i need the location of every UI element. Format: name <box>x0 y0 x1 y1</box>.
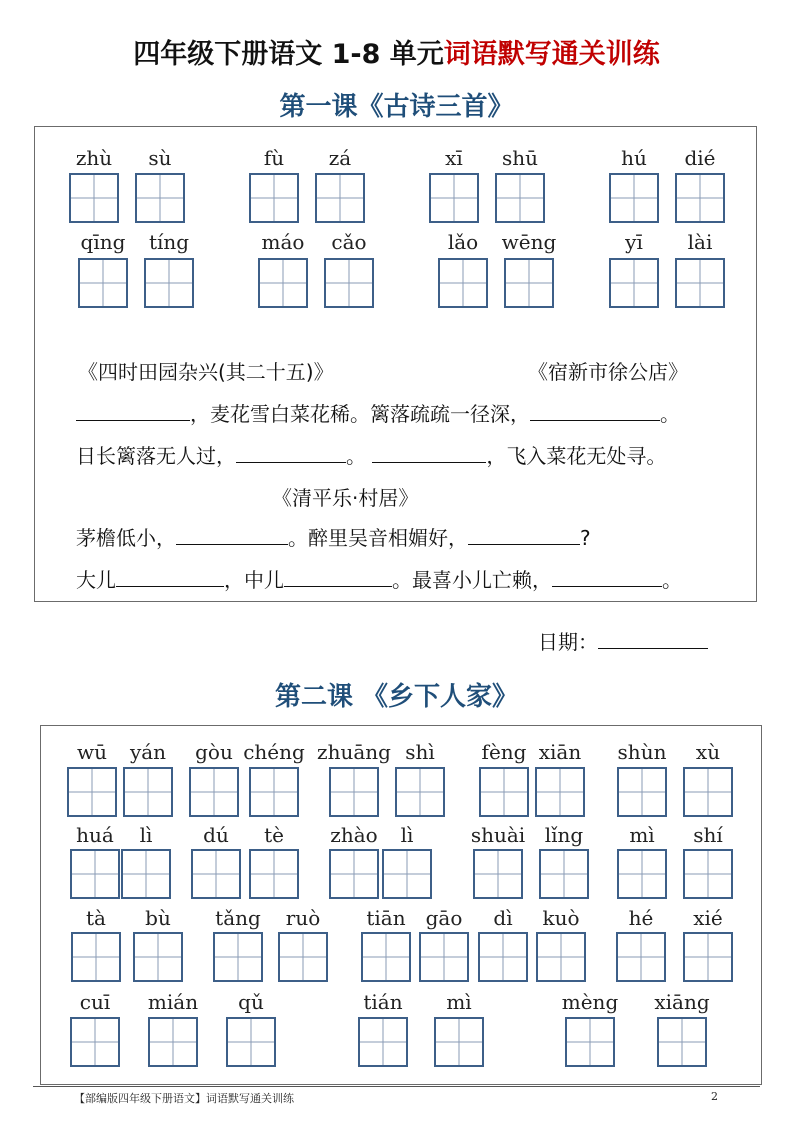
tianzige-writing-box[interactable] <box>324 258 374 308</box>
title-black: 四年级下册语文 1-8 单元 <box>133 39 444 70</box>
pinyin-label: tián <box>363 990 403 1014</box>
line-text: ，麦花雪白菜花稀。篱落疏疏一径深， <box>190 402 530 426</box>
tianzige-writing-box[interactable] <box>683 767 733 817</box>
line-text: 日长篱落无人过， <box>76 444 236 468</box>
poem-line-2 <box>76 440 666 469</box>
pinyin-label: dì <box>493 906 513 930</box>
pinyin-label: mián <box>147 990 199 1014</box>
tianzige-writing-box[interactable] <box>213 932 263 982</box>
tianzige-writing-box[interactable] <box>226 1017 276 1067</box>
pinyin-label: xù <box>695 740 721 764</box>
tianzige-writing-box[interactable] <box>657 1017 707 1067</box>
pinyin-label: xiān <box>538 740 582 764</box>
pinyin-label: dié <box>684 146 716 170</box>
pinyin-label: shuài <box>470 823 526 847</box>
tianzige-writing-box[interactable] <box>539 849 589 899</box>
answer-blank[interactable] <box>176 526 288 545</box>
tianzige-writing-box[interactable] <box>329 849 379 899</box>
tianzige-writing-box[interactable] <box>133 932 183 982</box>
pinyin-label: tíng <box>148 230 190 254</box>
pinyin-label: lǐng <box>544 823 584 847</box>
tianzige-writing-box[interactable] <box>70 1017 120 1067</box>
tianzige-writing-box[interactable] <box>70 849 120 899</box>
tianzige-writing-box[interactable] <box>438 258 488 308</box>
pinyin-label: bù <box>145 906 171 930</box>
pinyin-label: xiāng <box>654 990 710 1014</box>
poem-line-3 <box>76 522 591 551</box>
tianzige-writing-box[interactable] <box>395 767 445 817</box>
tianzige-writing-box[interactable] <box>565 1017 615 1067</box>
tianzige-writing-box[interactable] <box>675 173 725 223</box>
tianzige-writing-box[interactable] <box>69 173 119 223</box>
answer-blank[interactable] <box>284 568 392 587</box>
pinyin-label: mèng <box>561 990 619 1014</box>
pinyin-label: qīng <box>80 230 126 254</box>
tianzige-writing-box[interactable] <box>382 849 432 899</box>
pinyin-label: xī <box>445 146 463 170</box>
pinyin-label: tǎng <box>215 906 261 930</box>
tianzige-writing-box[interactable] <box>121 849 171 899</box>
tianzige-writing-box[interactable] <box>535 767 585 817</box>
lesson2-title: 第二课 《乡下人家》 <box>274 682 519 712</box>
tianzige-writing-box[interactable] <box>473 849 523 899</box>
line-text: 。 <box>662 568 682 592</box>
poem1-title: 《四时田园杂兴(其二十五)》 <box>78 360 334 384</box>
line-text: ，飞入菜花无处寻。 <box>486 444 667 468</box>
pinyin-label: zhù <box>75 146 113 170</box>
pinyin-label: fèng <box>481 740 527 764</box>
line-text: 大儿 <box>76 568 116 592</box>
line-text: 。最喜小儿亡赖， <box>392 568 552 592</box>
pinyin-label: tiān <box>366 906 406 930</box>
tianzige-writing-box[interactable] <box>683 932 733 982</box>
tianzige-writing-box[interactable] <box>249 173 299 223</box>
pinyin-label: shū <box>501 146 539 170</box>
pinyin-label: lǎo <box>447 230 479 254</box>
date-field <box>538 626 708 655</box>
tianzige-writing-box[interactable] <box>78 258 128 308</box>
pinyin-label: hú <box>621 146 647 170</box>
answer-blank[interactable] <box>468 526 580 545</box>
pinyin-label: zhào <box>330 823 378 847</box>
answer-blank[interactable] <box>530 402 660 421</box>
tianzige-writing-box[interactable] <box>429 173 479 223</box>
footer-divider <box>33 1086 760 1087</box>
tianzige-writing-box[interactable] <box>123 767 173 817</box>
tianzige-writing-box[interactable] <box>278 932 328 982</box>
pinyin-label: shùn <box>617 740 667 764</box>
pinyin-label: wēng <box>501 230 557 254</box>
tianzige-writing-box[interactable] <box>495 173 545 223</box>
tianzige-writing-box[interactable] <box>315 173 365 223</box>
pinyin-label: tè <box>264 823 284 847</box>
tianzige-writing-box[interactable] <box>504 258 554 308</box>
tianzige-writing-box[interactable] <box>329 767 379 817</box>
tianzige-writing-box[interactable] <box>616 932 666 982</box>
pinyin-label: yī <box>625 230 643 254</box>
tianzige-writing-box[interactable] <box>67 767 117 817</box>
pinyin-label: hé <box>628 906 654 930</box>
pinyin-label: gòu <box>195 740 233 764</box>
pinyin-label: mì <box>446 990 472 1014</box>
pinyin-label: ruò <box>285 906 321 930</box>
tianzige-writing-box[interactable] <box>478 932 528 982</box>
pinyin-label: fù <box>263 146 285 170</box>
tianzige-writing-box[interactable] <box>419 932 469 982</box>
poem-line-1 <box>76 398 680 427</box>
pinyin-label: cuī <box>79 990 111 1014</box>
pinyin-label: shí <box>693 823 723 847</box>
tianzige-writing-box[interactable] <box>609 173 659 223</box>
tianzige-writing-box[interactable] <box>249 849 299 899</box>
tianzige-writing-box[interactable] <box>358 1017 408 1067</box>
pinyin-label: yán <box>129 740 167 764</box>
tianzige-writing-box[interactable] <box>617 849 667 899</box>
pinyin-label: zá <box>328 146 352 170</box>
pinyin-label: zhuāng <box>317 740 391 764</box>
tianzige-writing-box[interactable] <box>258 258 308 308</box>
poem3-title: 《清平乐·村居》 <box>272 486 419 510</box>
tianzige-writing-box[interactable] <box>135 173 185 223</box>
tianzige-writing-box[interactable] <box>191 849 241 899</box>
pinyin-label: máo <box>261 230 305 254</box>
tianzige-writing-box[interactable] <box>434 1017 484 1067</box>
answer-blank[interactable] <box>116 568 224 587</box>
tianzige-writing-box[interactable] <box>71 932 121 982</box>
line-text: 。醉里吴音相媚好， <box>288 526 468 550</box>
tianzige-writing-box[interactable] <box>675 258 725 308</box>
tianzige-writing-box[interactable] <box>249 767 299 817</box>
tianzige-writing-box[interactable] <box>609 258 659 308</box>
tianzige-writing-box[interactable] <box>148 1017 198 1067</box>
pinyin-label: sù <box>148 146 172 170</box>
pinyin-label: chéng <box>243 740 305 764</box>
line-text: 茅檐低小， <box>76 526 176 550</box>
pinyin-label: kuò <box>542 906 580 930</box>
pinyin-label: shì <box>405 740 435 764</box>
pinyin-label: qǔ <box>238 990 264 1014</box>
date-label: 日期： <box>538 630 598 654</box>
pinyin-label: wū <box>77 740 107 764</box>
answer-blank[interactable] <box>552 568 662 587</box>
tianzige-writing-box[interactable] <box>144 258 194 308</box>
pinyin-label: lài <box>687 230 713 254</box>
page-title <box>0 32 793 71</box>
answer-blank[interactable] <box>372 444 486 463</box>
answer-blank[interactable] <box>236 444 346 463</box>
line-text: 。 <box>660 402 680 426</box>
pinyin-label: lì <box>139 823 153 847</box>
title-red: 词语默写通关训练 <box>443 39 660 70</box>
pinyin-label: dú <box>203 823 229 847</box>
tianzige-writing-box[interactable] <box>617 767 667 817</box>
pinyin-label: mì <box>629 823 655 847</box>
answer-blank[interactable] <box>76 402 190 421</box>
poem-line-4 <box>76 564 682 593</box>
pinyin-label: huá <box>76 823 114 847</box>
tianzige-writing-box[interactable] <box>683 849 733 899</box>
tianzige-writing-box[interactable] <box>536 932 586 982</box>
tianzige-writing-box[interactable] <box>361 932 411 982</box>
tianzige-writing-box[interactable] <box>479 767 529 817</box>
poem2-title: 《宿新市徐公店》 <box>528 360 688 384</box>
pinyin-label: tà <box>86 906 106 930</box>
pinyin-label: cǎo <box>331 230 367 254</box>
date-blank[interactable] <box>598 630 708 649</box>
tianzige-writing-box[interactable] <box>189 767 239 817</box>
line-text: 。 <box>346 444 366 468</box>
pinyin-label: gāo <box>425 906 463 930</box>
line-text: ? <box>580 526 591 550</box>
footer-text: 【部编版四年级下册语文】词语默写通关训练 <box>74 1092 294 1105</box>
pinyin-label: lì <box>400 823 414 847</box>
line-text: ，中儿 <box>224 568 284 592</box>
pinyin-label: xié <box>693 906 723 930</box>
lesson1-title: 第一课《古诗三首》 <box>279 92 514 122</box>
page-number: 2 <box>711 1090 718 1103</box>
